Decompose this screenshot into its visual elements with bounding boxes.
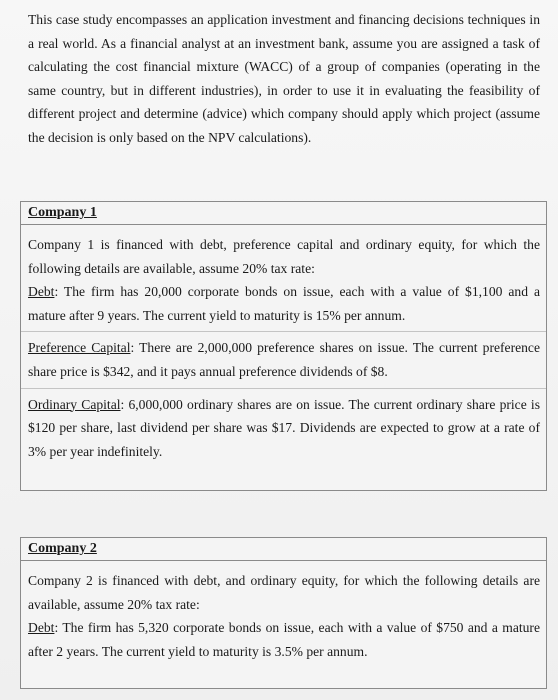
company-1-ord-text: : 6,000,000 ordinary shares are on issue. The current ordinary share price is $120 per share, last dividend per share was $17. Dividends are expected to grow at a rate of 3% per year indefinitely. [28,396,540,459]
company-2-debt-text: : The firm has 5,320 corporate bonds on issue, each with a value of $750 and a mature after 2 years. The current yield to maturity is 3.5% per annum. [28,620,540,659]
intro-paragraph: This case study encompasses an application investment and financing decisions techniques in a real world. As a financial analyst at an investment bank, assume you are assigned a task of calculating the cost financial mixture (WACC) of a group of companies (operating in the same country, but in different industries), in order to use it in evaluating the feasibility of different project and determine (advice) which company should apply which project (assume the decision is only based on the NPV calculations). [28,12,540,145]
company-1-debt-text: : The firm has 20,000 corporate bonds on issue, each with a value of $1,100 and a mature after 9 years. The current yield to maturity is 15% per annum. [28,284,540,323]
company-2-box [20,537,547,689]
company-1-intro: Company 1 is financed with debt, preference capital and ordinary equity, for which the following details are available, assume 20% tax rate: Debt: The firm has 20,000 corporate bonds on issue, each with a value of $1,100 and a mature after 9 years. The current yield to maturity is 15% per annum. [28,237,540,323]
company-1-box [20,201,547,491]
company-1-ord-label: Ordinary Capital [28,396,121,412]
company-2-debt-label: Debt [28,620,55,636]
company-1-preference [28,336,540,383]
divider [21,388,546,389]
company-1-debt-label: Debt [28,284,55,300]
company-2-title: Company 2 [21,538,546,561]
company-1-title: Company 1 [21,202,546,225]
company-1-pref-label: Preference Capital [28,340,131,356]
company-1-ordinary [28,393,540,464]
company-1-pref-text: : There are 2,000,000 preference shares on issue. The current preference share price is $342, and it pays annual preference dividends of $8. [28,340,540,379]
divider [21,331,546,332]
company-2-intro: Company 2 is financed with debt, and ordinary equity, for which the following details are available, assume 20% tax rate: Debt: The firm has 5,320 corporate bonds on issue, each with a value of $750 and a mature after 2 years. The current yield to maturity is 3.5% per annum. [28,573,540,659]
